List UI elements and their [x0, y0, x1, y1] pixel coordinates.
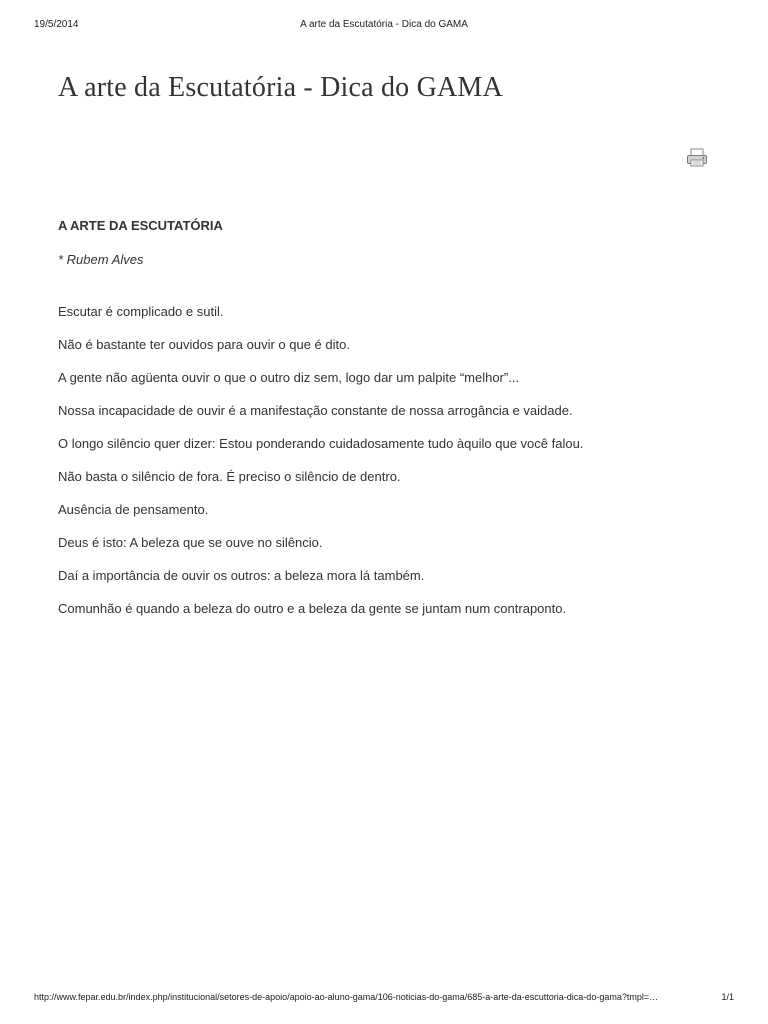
paragraph: Daí a importância de ouvir os outros: a beleza mora lá também. — [58, 568, 425, 583]
paragraph: A gente não agüenta ouvir o que o outro diz sem, logo dar um palpite “melhor”... — [58, 370, 520, 385]
page-title: A arte da Escutatória - Dica do GAMA — [58, 72, 503, 103]
paragraph: Não basta o silêncio de fora. É preciso o silêncio de dentro. — [58, 469, 401, 484]
print-header — [34, 19, 734, 33]
paragraph: Escutar é complicado e sutil. — [58, 304, 224, 319]
printer-icon[interactable] — [686, 148, 708, 168]
article-author: * Rubem Alves — [58, 252, 144, 267]
print-header-title: A arte da Escutatória - Dica do GAMA — [300, 19, 468, 30]
article-heading: A ARTE DA ESCUTATÓRIA — [58, 218, 223, 233]
print-date: 19/5/2014 — [34, 19, 79, 30]
print-footer — [34, 992, 734, 1006]
paragraph: Deus é isto: A beleza que se ouve no silêncio. — [58, 535, 323, 550]
paragraph: Comunhão é quando a beleza do outro e a beleza da gente se juntam num contraponto. — [58, 601, 567, 616]
page-url: http://www.fepar.edu.br/index.php/institucional/setores-de-apoio/apoio-ao-aluno-gama/106-noticias-do-gama/685-a-arte-da-escuttoria-dica-do-gama?tmpl=… — [34, 992, 659, 1002]
paragraph: Não é bastante ter ouvidos para ouvir o que é dito. — [58, 337, 350, 352]
page-count: 1/1 — [721, 992, 734, 1002]
paragraph: O longo silêncio quer dizer: Estou ponderando cuidadosamente tudo àquilo que você falou. — [58, 436, 584, 451]
paragraph: Nossa incapacidade de ouvir é a manifestação constante de nossa arrogância e vaidade. — [58, 403, 573, 418]
paragraph: Ausência de pensamento. — [58, 502, 209, 517]
